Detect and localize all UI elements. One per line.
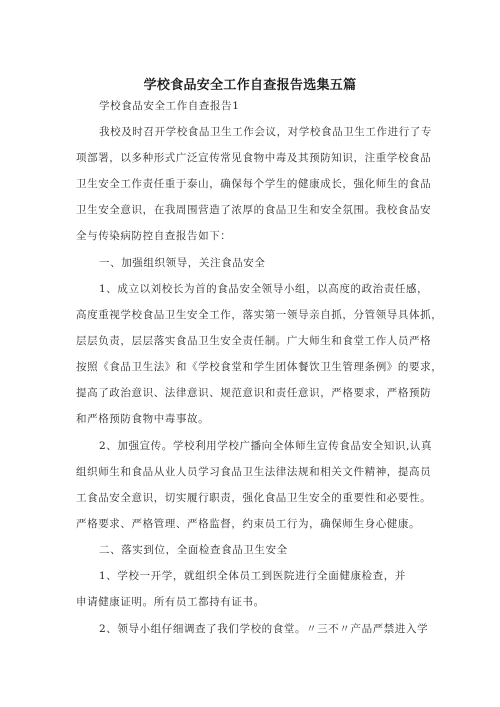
paragraph-line: 卫生安全意识，在我周围营造了浓厚的食品卫生和安全氛围。我校食品安 — [76, 204, 432, 216]
paragraph-line: 按照《食品卫生法》和《学校食堂和学生团体餐饮卫生管理条例》的要求， — [76, 361, 443, 373]
section-heading: 一、加强组织领导，关注食品安全 — [99, 257, 266, 269]
document-subtitle: 学校食品安全工作自查报告1 — [99, 100, 240, 112]
paragraph-line: 工食品安全意识，切实履行职责，强化食品卫生安全的重要性和必要性。 — [76, 492, 432, 504]
paragraph-line: 我校及时召开学校食品卫生工作会议，对学校食品卫生工作进行了专 — [99, 126, 432, 138]
paragraph-line: 2、加强宣传。学校利用学校广播向全体师生宣传食品安全知识,认真 — [99, 440, 433, 452]
paragraph-line: 组织师生和食品从业人员学习食品卫生法律法规和相关文件精神，提高员 — [76, 466, 432, 478]
paragraph-line: 层层负责，层层落实食品卫生安全责任制。广大师生和食堂工作人员严格 — [76, 335, 432, 347]
document-title: 学校食品安全工作自查报告选集五篇 — [143, 78, 357, 93]
paragraph-line: 项部署，以多种形式广泛宣传常见食物中毒及其预防知识，注重学校食品 — [76, 152, 432, 164]
paragraph-line: 卫生安全工作责任重于泰山，确保每个学生的健康成长，强化师生的食品 — [76, 178, 432, 190]
paragraph-line: 高度重视学校食品卫生安全工作，落实第一领导亲自抓，分管领导具体抓， — [76, 309, 443, 321]
paragraph-line: 和严格预防食物中毒事故。 — [76, 413, 210, 425]
paragraph-line: 1、成立以刘校长为首的食品安全领导小组，以高度的政治责任感， — [99, 283, 429, 295]
paragraph-line: 1、学校一开学，就组织全体员工到医院进行全面健康检查，并 — [99, 570, 406, 582]
paragraph-line: 全与传染病防控自查报告如下： — [76, 230, 232, 242]
paragraph-line: 严格要求、严格管理、严格监督，约束员工行为，确保师生身心健康。 — [76, 518, 421, 530]
paragraph-line: 申请健康证明。所有员工都持有证书。 — [76, 596, 265, 608]
section-heading: 二、落实到位，全面检查食品卫生安全 — [99, 544, 288, 556]
paragraph-line: 提高了政治意识、法律意识、规范意识和责任意识，严格要求，严格预防 — [76, 387, 432, 399]
paragraph-line: 2、领导小组仔细调查了我们学校的食堂。〃三不〃产品严禁进入学 — [99, 623, 429, 635]
